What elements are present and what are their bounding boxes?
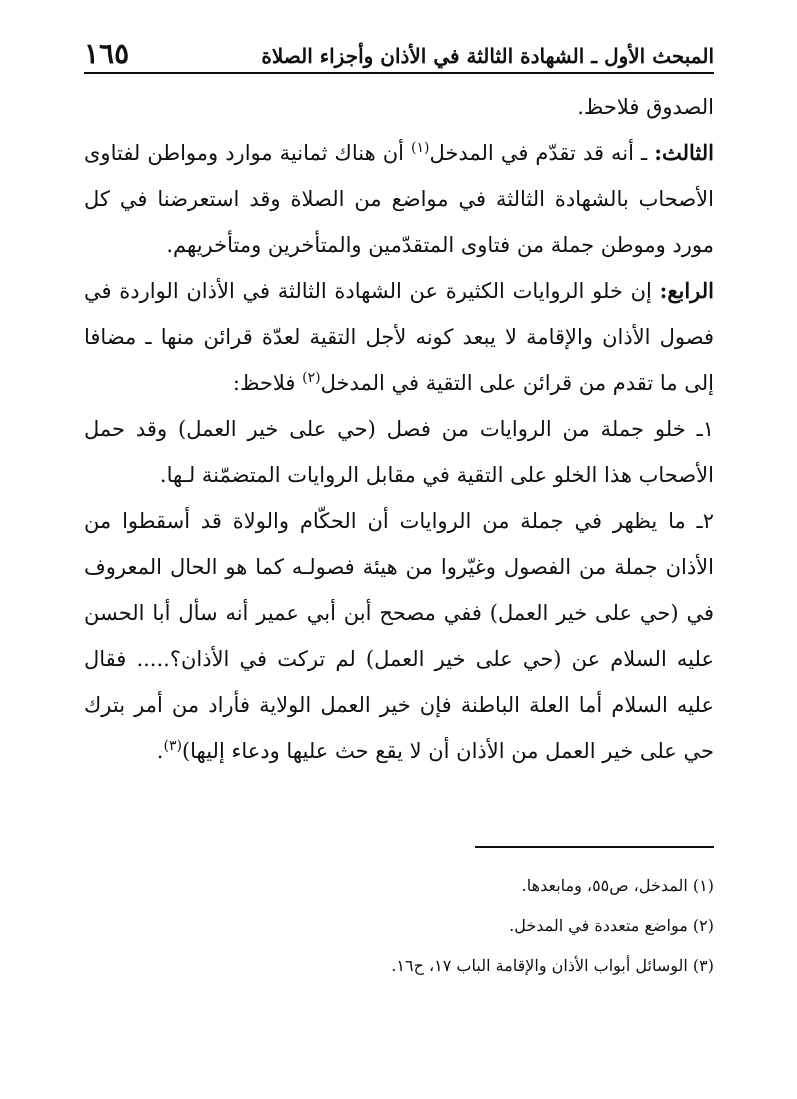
footnote-3: (٣) الوسائل أبواب الأذان والإقامة الباب ١٧، ح١٦.	[391, 956, 714, 975]
footnotes	[84, 866, 714, 986]
page-number: ١٦٥	[84, 37, 130, 70]
footnote-divider	[475, 846, 714, 848]
paragraph-2	[84, 130, 714, 268]
paragraph-text: ـ أنه قد تقدّم في المدخل	[429, 141, 655, 165]
paragraph-4: ١ـ خلو جملة من الروايات من فصل (حي على خير العمل) وقد حمل الأصحاب هذا الخلو على التقية في مقابل الروايات المتضمّنة لـها.	[84, 417, 714, 487]
footnote-reference: (٣)	[163, 738, 182, 754]
footnote-reference: (١)	[411, 140, 430, 156]
footnote-1: (١) المدخل، ص٥٥، ومابعدها.	[521, 876, 714, 895]
paragraph-lead-word: الرابع:	[659, 278, 714, 303]
paragraph-text: ٢ـ ما يظهر في جملة من الروايات أن الحكّام والولاة قد أسقطوا من الأذان جملة من الفصول وغيّروا من هيئة فصولـه كما هو الحال المعروف في (حي على خير العمل) ففي مصحح أبن أبي عمير أنه سأل أبا الحسن عليه السلام عن (حي على خير العمل) لم تركت في الأذان؟..... فقال عليه السلام أما العلة الباطنة فإن خير العمل الولاية فأراد من أمر بترك حي على خير العمل من الأذان أن لا يقع حث عليها ودعاء إليها)	[84, 509, 714, 763]
paragraph-text: إن خلو الروايات الكثيرة عن الشهادة الثالثة في الأذان الواردة في فصول الأذان والإقامة لا يبعد كونه لأجل التقية لعدّة قرائن منها ـ مضافا إلى ما تقدم من قرائن على التقية في المدخل	[84, 279, 714, 395]
paragraph-text: أن هناك ثمانية موارد ومواطن لفتاوى الأصحاب بالشهادة الثالثة في مواضع من الصلاة وقد استعرضنا في كل مورد وموطن جملة من فتاوى المتقدّمين والمتأخرين ومتأخريهم.	[84, 141, 714, 257]
paragraph-lead-word: الثالث:	[654, 140, 714, 165]
paragraph-text: فلاحظ:	[232, 371, 303, 395]
paragraph-1: الصدوق فلاحظ.	[577, 95, 714, 119]
main-text	[84, 84, 714, 774]
footnote-2: (٢) مواضع متعددة في المدخل.	[509, 916, 714, 935]
paragraph-text: .	[156, 739, 164, 763]
running-header	[84, 28, 714, 74]
footnote-reference: (٢)	[302, 370, 321, 386]
chapter-title: المبحث الأول ـ الشهادة الثالثة في الأذان وأجزاء الصلاة	[261, 44, 714, 68]
paragraph-5	[84, 498, 714, 774]
paragraph-3	[84, 268, 714, 406]
